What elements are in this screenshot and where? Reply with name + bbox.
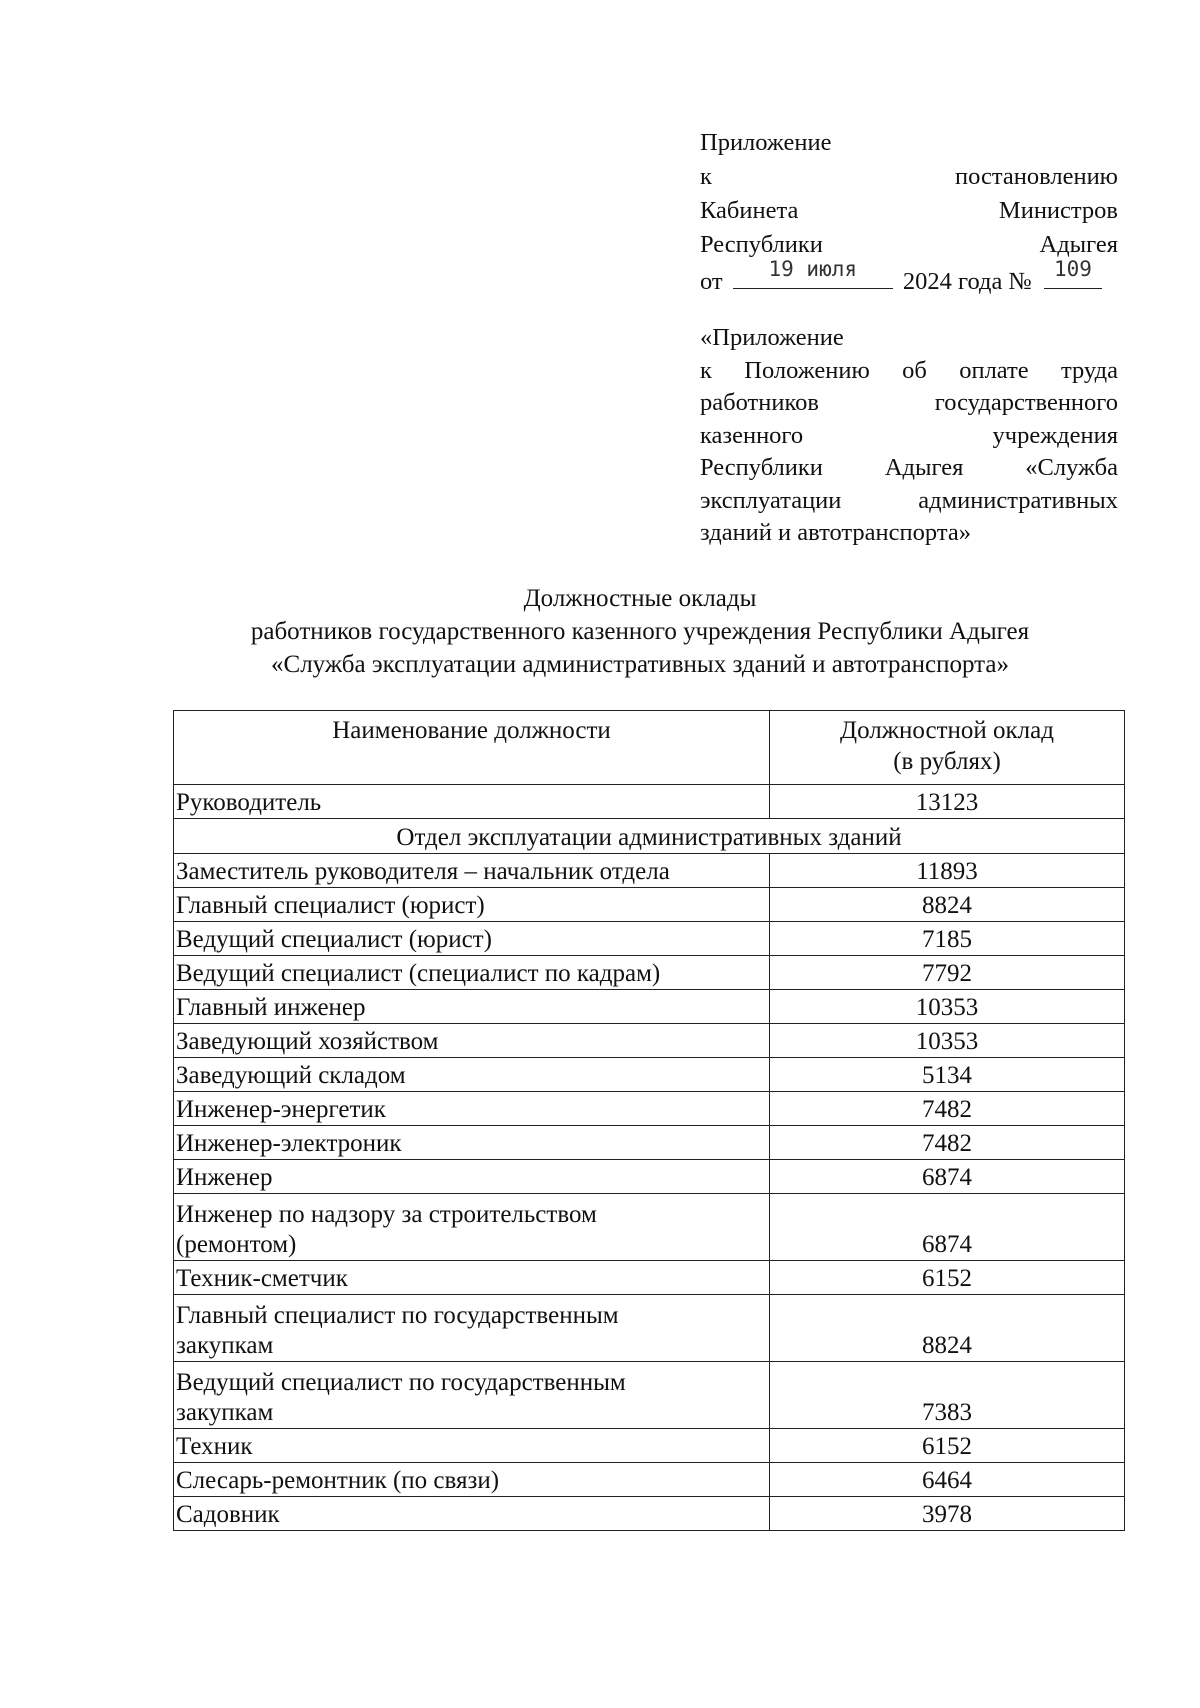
document-title	[160, 582, 1120, 681]
salary-cell: 6874	[770, 1160, 1125, 1194]
regulation-word: административных	[918, 486, 1118, 514]
regulation-word: «Приложение	[700, 324, 844, 351]
appendix-word: Кабинета	[700, 197, 799, 224]
position-cell	[174, 1194, 770, 1261]
header-position: Наименование должности	[174, 711, 770, 785]
table-row	[174, 1362, 1125, 1429]
header-salary-line: Должностной оклад	[840, 717, 1054, 744]
appendix-word: Республики	[700, 231, 823, 258]
table-row	[174, 1092, 1125, 1126]
table-row	[174, 1429, 1125, 1463]
appendix-block	[700, 126, 1118, 299]
regulation-word: работников	[700, 389, 819, 416]
salary-cell: 7792	[770, 956, 1125, 990]
salary-cell: 3978	[770, 1497, 1125, 1531]
regulation-line	[700, 420, 1118, 453]
appendix-title: Приложение	[700, 129, 832, 156]
appendix-line	[700, 194, 1118, 228]
regulation-line	[700, 485, 1118, 518]
title-line: Должностные оклады	[523, 585, 757, 612]
salary-cell: 7383	[770, 1362, 1125, 1429]
salary-cell: 8824	[770, 1295, 1125, 1362]
section-title: Отдел эксплуатации административных зданий	[174, 819, 1125, 854]
position-line: Главный специалист по государственным	[176, 1302, 619, 1329]
handwritten-number: 109	[1054, 257, 1092, 281]
salary-cell: 13123	[770, 785, 1125, 819]
table-row	[174, 1194, 1125, 1261]
salary-cell: 5134	[770, 1058, 1125, 1092]
regulation-word: Адыгея	[884, 454, 964, 481]
number-blank	[1044, 257, 1102, 289]
table-row	[174, 1058, 1125, 1092]
regulation-word: об	[902, 356, 927, 384]
date-prefix: от	[700, 268, 723, 295]
handwritten-date: 19 июля	[768, 257, 858, 281]
regulation-line	[700, 322, 1118, 355]
position-line: Ведущий специалист по государственным	[176, 1369, 626, 1396]
position-cell: Заместитель руководителя – начальник отдела	[174, 854, 770, 888]
position-cell: Главный специалист (юрист)	[174, 888, 770, 922]
salary-cell: 7185	[770, 922, 1125, 956]
regulation-word: оплате	[959, 356, 1029, 384]
position-cell: Инженер-электроник	[174, 1126, 770, 1160]
table-header-row	[174, 711, 1125, 785]
regulation-line	[700, 517, 1118, 550]
table-row	[174, 1126, 1125, 1160]
table-row	[174, 956, 1125, 990]
regulation-word: труда	[1060, 356, 1118, 384]
title-line: работников государственного казенного учреждения Республики Адыгея	[250, 618, 1030, 645]
position-cell: Садовник	[174, 1497, 770, 1531]
regulation-word: «Служба	[1025, 454, 1118, 481]
regulation-word: Положению	[744, 356, 870, 384]
appendix-word: постановлению	[955, 163, 1118, 190]
position-cell: Заведующий хозяйством	[174, 1024, 770, 1058]
appendix-word: Министров	[998, 197, 1118, 224]
regulation-word: государственного	[934, 389, 1118, 416]
position-cell	[174, 1362, 770, 1429]
table-row	[174, 888, 1125, 922]
position-line: закупкам	[176, 1332, 274, 1359]
position-cell: Инженер	[174, 1160, 770, 1194]
position-line: закупкам	[176, 1399, 274, 1426]
regulation-line	[700, 452, 1118, 485]
position-line: (ремонтом)	[176, 1231, 297, 1258]
position-cell	[174, 1295, 770, 1362]
section-row	[174, 819, 1125, 854]
appendix-line	[700, 160, 1118, 194]
salary-cell: 6152	[770, 1261, 1125, 1295]
regulation-word: учреждения	[992, 421, 1118, 449]
salary-cell: 6152	[770, 1429, 1125, 1463]
salary-cell: 6464	[770, 1463, 1125, 1497]
table-row	[174, 785, 1125, 819]
table-row	[174, 1024, 1125, 1058]
date-blank	[733, 257, 893, 289]
header-salary-line: (в рублях)	[893, 748, 1001, 775]
table-row	[174, 922, 1125, 956]
salary-cell: 11893	[770, 854, 1125, 888]
table-row	[174, 990, 1125, 1024]
salary-cell: 8824	[770, 888, 1125, 922]
position-cell: Ведущий специалист (специалист по кадрам)	[174, 956, 770, 990]
appendix-date-line	[700, 257, 1118, 299]
position-cell: Слесарь-ремонтник (по связи)	[174, 1463, 770, 1497]
appendix-word: Адыгея	[1039, 231, 1118, 258]
appendix-word: к	[700, 163, 712, 190]
position-cell: Руководитель	[174, 785, 770, 819]
position-cell: Техник	[174, 1429, 770, 1463]
salary-cell: 7482	[770, 1126, 1125, 1160]
regulation-line	[700, 355, 1118, 388]
regulation-word: эксплуатации	[700, 486, 842, 514]
table-row	[174, 1463, 1125, 1497]
table-row	[174, 1497, 1125, 1531]
position-line: Инженер по надзору за строительством	[176, 1201, 597, 1228]
regulation-block	[700, 322, 1118, 550]
regulation-word: казенного	[700, 421, 804, 449]
regulation-word: к	[700, 356, 712, 384]
regulation-word: Республики	[700, 454, 823, 481]
regulation-word: зданий и автотранспорта»	[700, 519, 971, 546]
position-cell: Техник-сметчик	[174, 1261, 770, 1295]
salary-table	[173, 710, 1125, 1531]
salary-cell: 6874	[770, 1194, 1125, 1261]
year-text: 2024 года №	[902, 268, 1032, 295]
salary-cell: 10353	[770, 990, 1125, 1024]
position-cell: Главный инженер	[174, 990, 770, 1024]
salary-cell: 10353	[770, 1024, 1125, 1058]
table-row	[174, 1261, 1125, 1295]
salary-cell: 7482	[770, 1092, 1125, 1126]
table-row	[174, 1295, 1125, 1362]
position-cell: Заведующий складом	[174, 1058, 770, 1092]
position-cell: Инженер-энергетик	[174, 1092, 770, 1126]
table-row	[174, 854, 1125, 888]
table-row	[174, 1160, 1125, 1194]
header-salary	[770, 711, 1125, 785]
title-line: «Служба эксплуатации административных зданий и автотранспорта»	[271, 651, 1009, 678]
regulation-line	[700, 387, 1118, 420]
position-cell: Ведущий специалист (юрист)	[174, 922, 770, 956]
